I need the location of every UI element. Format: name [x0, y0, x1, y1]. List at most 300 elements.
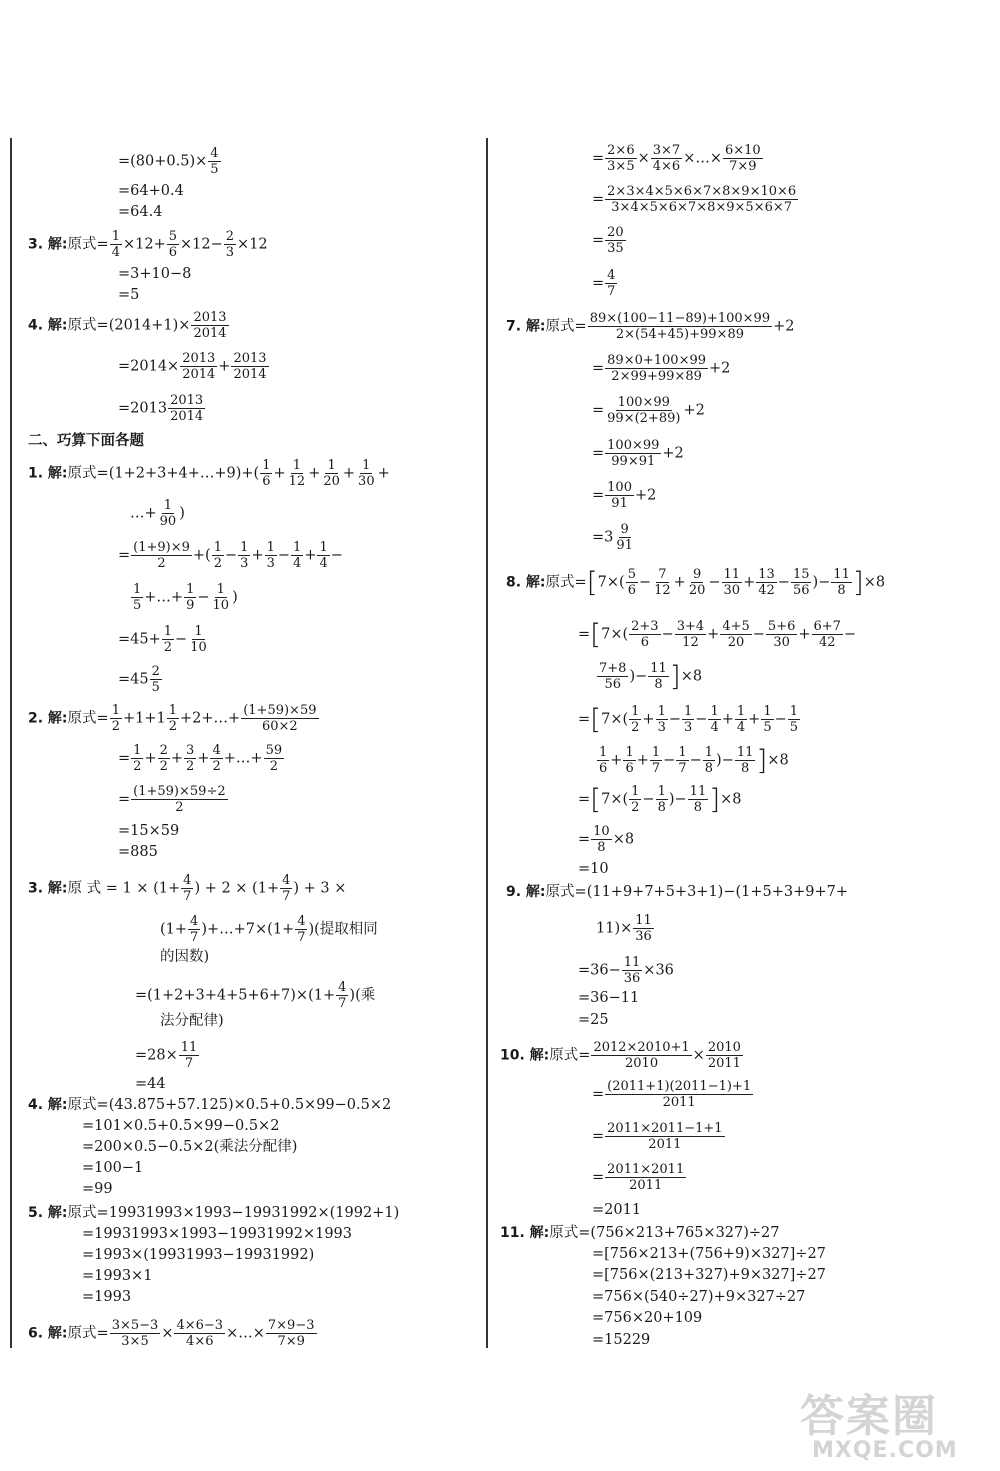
fraction: [212, 540, 224, 571]
math-text: 原式=(2014+1)×: [67, 317, 191, 334]
math-text: =28×: [135, 1047, 178, 1064]
fraction-denominator: 7: [338, 996, 347, 1011]
math-text: 7×(: [601, 711, 629, 728]
fraction-denominator: 99×(2+89): [607, 411, 681, 426]
math-text: 6. 解:: [28, 1325, 68, 1342]
equation-line: = $\frac{1}{2}$ + $\frac{2}{2}$ + $\frac{3}{2}$ + $\frac{4}{2}$ +…+ $\frac{59}{2}$: [118, 743, 283, 774]
fraction-numerator: 4: [212, 743, 221, 758]
fraction-numerator: 1: [168, 703, 178, 718]
fraction-denominator: 42: [758, 583, 775, 598]
fraction-denominator: 56: [792, 583, 810, 598]
fraction-denominator: 2011: [629, 1178, 663, 1193]
fraction: [723, 143, 763, 174]
math-text: 法分配律): [160, 1013, 224, 1029]
fraction-denominator: 56: [604, 677, 621, 692]
math-text: 1. 解:: [28, 465, 68, 482]
fraction: [188, 914, 200, 945]
math-text: 3. 解:: [28, 880, 68, 897]
fraction: [791, 567, 812, 598]
equation-line: = $\frac{2\times 6}{3\times 5}$ × $\frac{3\times 7}{4\times 6}$ ×…× $\frac{6\times 10}{7\times 9}$: [592, 143, 761, 174]
fraction-numerator: 1: [292, 458, 302, 473]
equation-line: = $\frac{2011\times 2011}{2011}$: [592, 1162, 685, 1193]
fraction-numerator: 11: [736, 745, 754, 760]
math-text: =1993: [82, 1289, 132, 1305]
math-text: +2: [709, 360, 731, 377]
fraction: [812, 619, 843, 650]
fraction: [291, 540, 303, 571]
fraction-denominator: 2014: [233, 367, 267, 382]
fraction: [633, 913, 654, 944]
math-text: 2. 解:: [28, 710, 68, 727]
fraction-numerator: 2+3: [631, 619, 659, 634]
math-text: ×8: [612, 831, 635, 848]
math-text: =2013: [118, 400, 168, 417]
math-text: 原式=: [67, 236, 109, 253]
fraction-numerator: 2013: [170, 393, 204, 408]
fraction-denominator: 30: [773, 635, 790, 650]
fraction-numerator: 1: [789, 704, 799, 719]
fraction-denominator: 3×4×5×6×7×8×9×5×6×7: [611, 200, 793, 215]
fraction: [224, 229, 236, 260]
fraction-numerator: 1: [186, 582, 195, 597]
math-text: =45: [118, 671, 149, 688]
fraction-numerator: 1: [133, 582, 142, 597]
equation-line: = $\frac{100}{91}$ +2: [592, 480, 657, 511]
fraction-numerator: 100×99: [617, 395, 670, 410]
math-text: =(1+2+3+4+5+6+7)×(1+: [135, 987, 336, 1004]
fraction-denominator: 5: [133, 598, 142, 613]
fraction-numerator: 11: [635, 913, 652, 928]
fraction: [265, 540, 277, 571]
equation-line: [28, 1096, 391, 1114]
fraction: [708, 704, 720, 735]
fraction: [266, 1318, 317, 1349]
fraction-denominator: 10: [190, 640, 207, 655]
math-text: ×8: [863, 574, 886, 591]
fraction-numerator: 11: [650, 661, 667, 676]
fraction: [605, 353, 708, 384]
equation-line: =[7×( $\frac{1}{2}$ + $\frac{1}{3}$ − $\frac{1}{3}$ − $\frac{1}{4}$ + $\frac{1}{4}$ + $\frac{1}{5}$ − $\frac{1}{5}$: [578, 702, 799, 736]
fraction-denominator: 2×99+99×89: [611, 369, 702, 384]
math-text: =25: [578, 1012, 609, 1028]
equation-line: [28, 703, 320, 734]
math-text: 9. 解:: [506, 884, 546, 900]
fraction-numerator: 1: [631, 704, 640, 719]
fraction-denominator: 8: [693, 800, 703, 815]
fraction-numerator: 100×99: [607, 438, 660, 453]
fraction-denominator: 3: [266, 556, 275, 571]
fraction-numerator: 1: [651, 745, 661, 760]
square-bracket: ]: [669, 659, 681, 693]
square-bracket: [: [590, 702, 602, 736]
math-text: =19931993×1993−19931992×1993: [82, 1226, 353, 1242]
equation-line: = $\frac{89\times 0+100\times 99}{2\times 99+99\times 89}$ +2: [592, 353, 731, 384]
fraction: [356, 458, 377, 489]
equation-line: =45+ $\frac{1}{2}$ − $\frac{1}{10}$: [118, 624, 207, 655]
fraction-numerator: 15: [792, 567, 810, 582]
fraction-numerator: 20: [607, 225, 624, 240]
fraction-denominator: 2: [163, 640, 173, 655]
equation-line: [118, 351, 270, 382]
math-text: ×36: [643, 962, 674, 979]
fraction: [605, 480, 634, 511]
fraction: [295, 914, 307, 945]
fraction-numerator: 10: [593, 824, 610, 839]
fraction: [110, 229, 122, 260]
fraction-denominator: 5: [789, 720, 799, 735]
fraction-denominator: 2×(54+45)+99×89: [615, 327, 744, 342]
math-text: =200×0.5−0.5×2(乘法分配律): [82, 1139, 298, 1155]
fraction-denominator: 6: [262, 474, 271, 489]
math-text: 3. 解:: [28, 236, 68, 253]
fraction-denominator: 6: [168, 245, 178, 260]
fraction-numerator: 1: [213, 540, 222, 555]
fraction-denominator: 4×6: [652, 159, 681, 174]
fraction: [720, 619, 751, 650]
equation-line: =[7×( $\frac{1}{2}$ − $\frac{1}{8}$ )− $\frac{11}{8}$ ]×8: [578, 782, 742, 816]
fraction-denominator: 2: [157, 556, 166, 571]
fraction-denominator: 4: [319, 556, 328, 571]
fraction: [131, 784, 227, 815]
square-bracket: ]: [756, 743, 768, 777]
fraction: [180, 351, 217, 382]
math-text: +2: [662, 445, 684, 462]
fraction-numerator: 1: [631, 784, 640, 799]
fraction-numerator: 2×3×4×5×6×7×8×9×10×6: [607, 184, 797, 199]
math-text: 原 式 = 1 × (1+: [67, 880, 181, 897]
fraction: [131, 582, 143, 613]
fraction: [761, 704, 773, 735]
fraction-denominator: 2: [212, 759, 221, 774]
fraction-numerator: 4: [210, 146, 219, 161]
fraction: [687, 567, 708, 598]
math-text: =1993×1: [82, 1268, 153, 1284]
equation-line: $\frac{1}{5}$ +…+ $\frac{1}{9}$ − $\frac{1}{10}$ ): [133, 582, 238, 613]
equation-line: [28, 229, 268, 260]
math-text: 7×(: [597, 574, 625, 591]
equation-line: [28, 873, 346, 904]
equation-line: 6. 解:原式= $\frac{3\times 5-3}{3\times 5}$ × $\frac{4\times 6-3}{4\times 6}$ ×…× $\frac{7\times 9-3}{7\times 9}$: [28, 1318, 315, 1349]
equation-line: =[7×( $\frac{2+3}{6}$ − $\frac{3+4}{12}$ + $\frac{4+5}{20}$ − $\frac{5+6}{30}$ + $\frac{6+7}{42}$ −: [578, 617, 857, 651]
fraction-denominator: 12: [654, 583, 671, 598]
section-heading: 二、巧算下面各题: [28, 433, 144, 449]
fraction-denominator: 2: [133, 759, 142, 774]
math-text: ×12: [237, 236, 268, 253]
fraction-numerator: 11: [723, 567, 741, 582]
fraction-numerator: 5: [627, 567, 636, 582]
equation-line: [596, 913, 655, 944]
fraction: [605, 268, 617, 299]
fraction-numerator: 3+4: [676, 619, 705, 634]
fraction-denominator: 99×91: [611, 454, 656, 469]
fraction: [605, 395, 682, 426]
fraction-numerator: 7+8: [599, 661, 627, 676]
fraction-numerator: 100: [607, 480, 632, 495]
fraction: [756, 567, 777, 598]
fraction: [676, 745, 688, 776]
math-text: 原式=(1+2+3+4+…+9)+(: [67, 465, 260, 482]
math-text: 原式=: [67, 710, 109, 727]
equation-line: = $\frac{20}{35}$: [592, 225, 624, 256]
equation-line: …+ $\frac{1}{90}$ ): [130, 498, 185, 529]
equation-line: = $\frac{4}{7}$: [592, 268, 616, 299]
square-bracket: [: [590, 782, 602, 816]
fraction-numerator: 6+7: [813, 619, 841, 634]
fraction-denominator: 36: [623, 971, 641, 986]
fraction-numerator: 4: [297, 914, 306, 929]
fraction: [158, 498, 179, 529]
fraction-denominator: 6: [640, 635, 649, 650]
column-divider: [486, 138, 488, 1348]
math-text: 原式=(11+9+7+5+3+1)−(1+5+3+9+7+: [545, 884, 849, 900]
fraction-numerator: 1: [684, 704, 693, 719]
fraction-denominator: 3×5: [121, 1334, 149, 1349]
math-text: ×12−: [180, 236, 223, 253]
fraction: [614, 522, 635, 553]
fraction-denominator: 36: [635, 929, 652, 944]
fraction: [597, 745, 609, 776]
equation-line: [28, 310, 230, 341]
fraction-denominator: 8: [837, 583, 846, 598]
math-text: +(: [192, 547, 211, 564]
fraction-denominator: 10: [212, 598, 230, 613]
fraction-denominator: 2011: [662, 1095, 696, 1110]
math-text: )+…+7×(1+: [201, 921, 295, 938]
math-text: +2: [773, 318, 795, 335]
math-text: =36−11: [578, 990, 640, 1006]
fraction-denominator: 2: [186, 759, 195, 774]
fraction-denominator: 2011: [648, 1137, 682, 1152]
math-text: =[756×213+(756+9)×327]÷27: [592, 1246, 826, 1262]
equation-line: = $\frac{100\times 99}{99\times(2+89)}$ +2: [592, 395, 705, 426]
equation-line: = $\frac{2011\times 2011-1+1}{2011}$: [592, 1121, 723, 1152]
fraction: [605, 225, 626, 256]
fraction-numerator: 7×9−3: [267, 1318, 315, 1333]
fraction-numerator: 2010: [707, 1040, 741, 1055]
fraction: [831, 567, 852, 598]
equation-line: [506, 311, 794, 342]
equation-line: $\frac{1}{6}$ + $\frac{1}{6}$ + $\frac{1}{7}$ − $\frac{1}{7}$ − $\frac{1}{8}$ )− $\frac{11}{8}$ ]×8: [599, 743, 789, 777]
fraction-numerator: (1+59)×59÷2: [133, 784, 226, 799]
fraction-numerator: 9: [620, 522, 629, 537]
fraction: [703, 745, 715, 776]
fraction: [167, 229, 179, 260]
fraction-numerator: 1: [194, 624, 203, 639]
fraction: [682, 704, 694, 735]
fraction: [788, 704, 800, 735]
watermark-logo: 答案圈: [800, 1391, 938, 1442]
fraction-numerator: 1: [216, 582, 225, 597]
fraction: [675, 619, 706, 650]
fraction-numerator: 1: [763, 704, 772, 719]
fraction: [131, 540, 192, 571]
fraction-denominator: 3: [240, 556, 249, 571]
fraction: [735, 704, 747, 735]
math-text: =64+0.4: [118, 183, 184, 199]
fraction-denominator: 4×6: [186, 1334, 214, 1349]
fraction-numerator: 1: [599, 745, 608, 760]
fraction-denominator: 2: [168, 719, 178, 734]
fraction: [208, 146, 220, 177]
fraction: [287, 458, 308, 489]
fraction: [184, 743, 196, 774]
fraction-numerator: 4: [607, 268, 616, 283]
math-text: 4. 解:: [28, 317, 68, 334]
fraction-numerator: 59: [265, 743, 283, 758]
math-text: =1993×(19931993−19931992): [82, 1247, 315, 1263]
fraction-numerator: 6×10: [725, 143, 761, 158]
fraction-denominator: 4: [293, 556, 302, 571]
math-text: =756×(540÷27)+9×327÷27: [592, 1289, 806, 1305]
fraction-denominator: 7×9: [729, 159, 757, 174]
fraction: [280, 873, 292, 904]
math-text: =15×59: [118, 823, 180, 839]
fraction-denominator: 2: [159, 759, 168, 774]
fraction-numerator: 1: [111, 229, 120, 244]
math-text: =(80+0.5)×: [118, 153, 208, 170]
square-bracket: [: [586, 565, 598, 599]
fraction-numerator: 11: [180, 1040, 198, 1055]
fraction-numerator: 2013: [193, 310, 227, 325]
fraction-denominator: 5: [151, 680, 160, 695]
fraction: [622, 955, 643, 986]
fraction-denominator: 5: [763, 720, 772, 735]
fraction-denominator: 6: [627, 583, 636, 598]
fraction-numerator: 4: [190, 914, 199, 929]
fraction-numerator: 2012×2010+1: [593, 1040, 690, 1055]
equation-line: [160, 914, 378, 945]
fraction: [188, 624, 209, 655]
fraction-numerator: 11: [689, 784, 707, 799]
fraction: [110, 703, 122, 734]
fraction-denominator: 90: [159, 514, 177, 529]
fraction: [706, 1040, 743, 1071]
fraction-denominator: 6: [625, 761, 634, 776]
fraction-denominator: 7: [651, 761, 661, 776]
fraction: [651, 143, 682, 174]
fraction: [150, 664, 162, 695]
fraction: [766, 619, 797, 650]
fraction: [735, 745, 756, 776]
fraction: [241, 703, 318, 734]
fraction-numerator: 1: [710, 704, 719, 719]
fraction-denominator: 2014: [182, 367, 216, 382]
fraction: [629, 784, 641, 815]
fraction-numerator: 1: [111, 703, 120, 718]
fraction-denominator: 20: [727, 635, 745, 650]
fraction-denominator: 8: [654, 677, 663, 692]
fraction-numerator: 1: [704, 745, 714, 760]
fraction: [231, 351, 268, 382]
fraction-denominator: 4: [111, 245, 120, 260]
math-text: =2014×: [118, 358, 180, 375]
math-text: =885: [118, 844, 158, 860]
math-text: 7×(: [601, 626, 629, 643]
fraction: [181, 873, 193, 904]
fraction-numerator: 9: [692, 567, 702, 582]
math-text: =99: [82, 1181, 113, 1197]
fraction-numerator: 1: [327, 458, 336, 473]
fraction: [591, 1040, 691, 1071]
math-text: ×…×: [226, 1325, 265, 1342]
fraction-numerator: 1: [625, 745, 634, 760]
math-text: =3: [592, 529, 614, 546]
math-text: +2: [634, 487, 657, 504]
fraction-denominator: 91: [611, 496, 628, 511]
math-text: =[756×(213+327)+9×327]÷27: [592, 1267, 826, 1283]
fraction: [656, 704, 668, 735]
math-text: +: [218, 358, 231, 375]
fraction-numerator: 3×5−3: [111, 1318, 159, 1333]
fraction-denominator: 7: [678, 761, 687, 776]
fraction-denominator: 4: [736, 720, 746, 735]
fraction-denominator: 2014: [193, 326, 227, 341]
equation-line: [118, 146, 222, 177]
math-text: =10: [578, 861, 609, 877]
fraction: [605, 438, 661, 469]
math-text: =756×20+109: [592, 1310, 703, 1326]
fraction: [605, 1121, 724, 1152]
fraction: [629, 704, 641, 735]
math-text: ) + 2 × (1+: [194, 880, 280, 897]
fraction: [648, 661, 669, 692]
fraction-numerator: 2013: [182, 351, 216, 366]
fraction-denominator: 2010: [625, 1056, 659, 1071]
fraction-denominator: 2: [111, 719, 120, 734]
fraction: [605, 1162, 686, 1193]
fraction-denominator: 30: [723, 583, 741, 598]
fraction: [210, 743, 222, 774]
fraction-numerator: 1: [240, 540, 249, 555]
math-text: =15229: [592, 1332, 651, 1348]
fraction-numerator: 3×7: [652, 143, 681, 158]
watermark-url: MXQE.COM: [812, 1438, 958, 1463]
fraction: [656, 784, 668, 815]
fraction-numerator: 1: [319, 540, 328, 555]
math-text: 原式=(756×213+765×327)÷27: [549, 1225, 780, 1241]
fraction-denominator: 2011: [707, 1056, 741, 1071]
fraction-denominator: 60×2: [261, 719, 298, 734]
fraction: [179, 1040, 200, 1071]
equation-line: = $\frac{100\times 99}{99\times 91}$ +2: [592, 438, 684, 469]
fraction: [605, 184, 798, 215]
fraction-numerator: 4: [338, 980, 347, 995]
fraction: [184, 582, 196, 613]
fraction: [597, 661, 628, 692]
fraction-denominator: 3: [657, 720, 666, 735]
math-text: +1+1: [122, 710, 166, 727]
equation-line: [118, 664, 163, 695]
fraction: [211, 582, 232, 613]
fraction-denominator: 12: [682, 635, 699, 650]
fraction: [652, 567, 673, 598]
fraction: [722, 567, 743, 598]
fraction-numerator: 4: [282, 873, 291, 888]
fraction-numerator: 2×6: [607, 143, 635, 158]
fraction-numerator: 2: [151, 664, 160, 679]
fraction: [162, 624, 174, 655]
fraction: [260, 458, 272, 489]
equation-line: 8. 解:原式=[7×( $\frac{5}{6}$ − $\frac{7}{12}$ + $\frac{9}{20}$ − $\frac{11}{30}$ + $\frac{13}{42}$ − $\frac{15}{56}$ )− $\frac{11}{8}$ ]×8: [506, 565, 886, 599]
fraction-numerator: 3: [186, 743, 195, 758]
square-bracket: [: [590, 617, 602, 651]
fraction: [238, 540, 250, 571]
fraction: [174, 1318, 225, 1349]
math-text: ×…×: [683, 150, 722, 167]
fraction-denominator: 2: [269, 759, 278, 774]
fraction-numerator: 1: [133, 743, 142, 758]
math-text: ) + 3 ×: [293, 880, 347, 897]
